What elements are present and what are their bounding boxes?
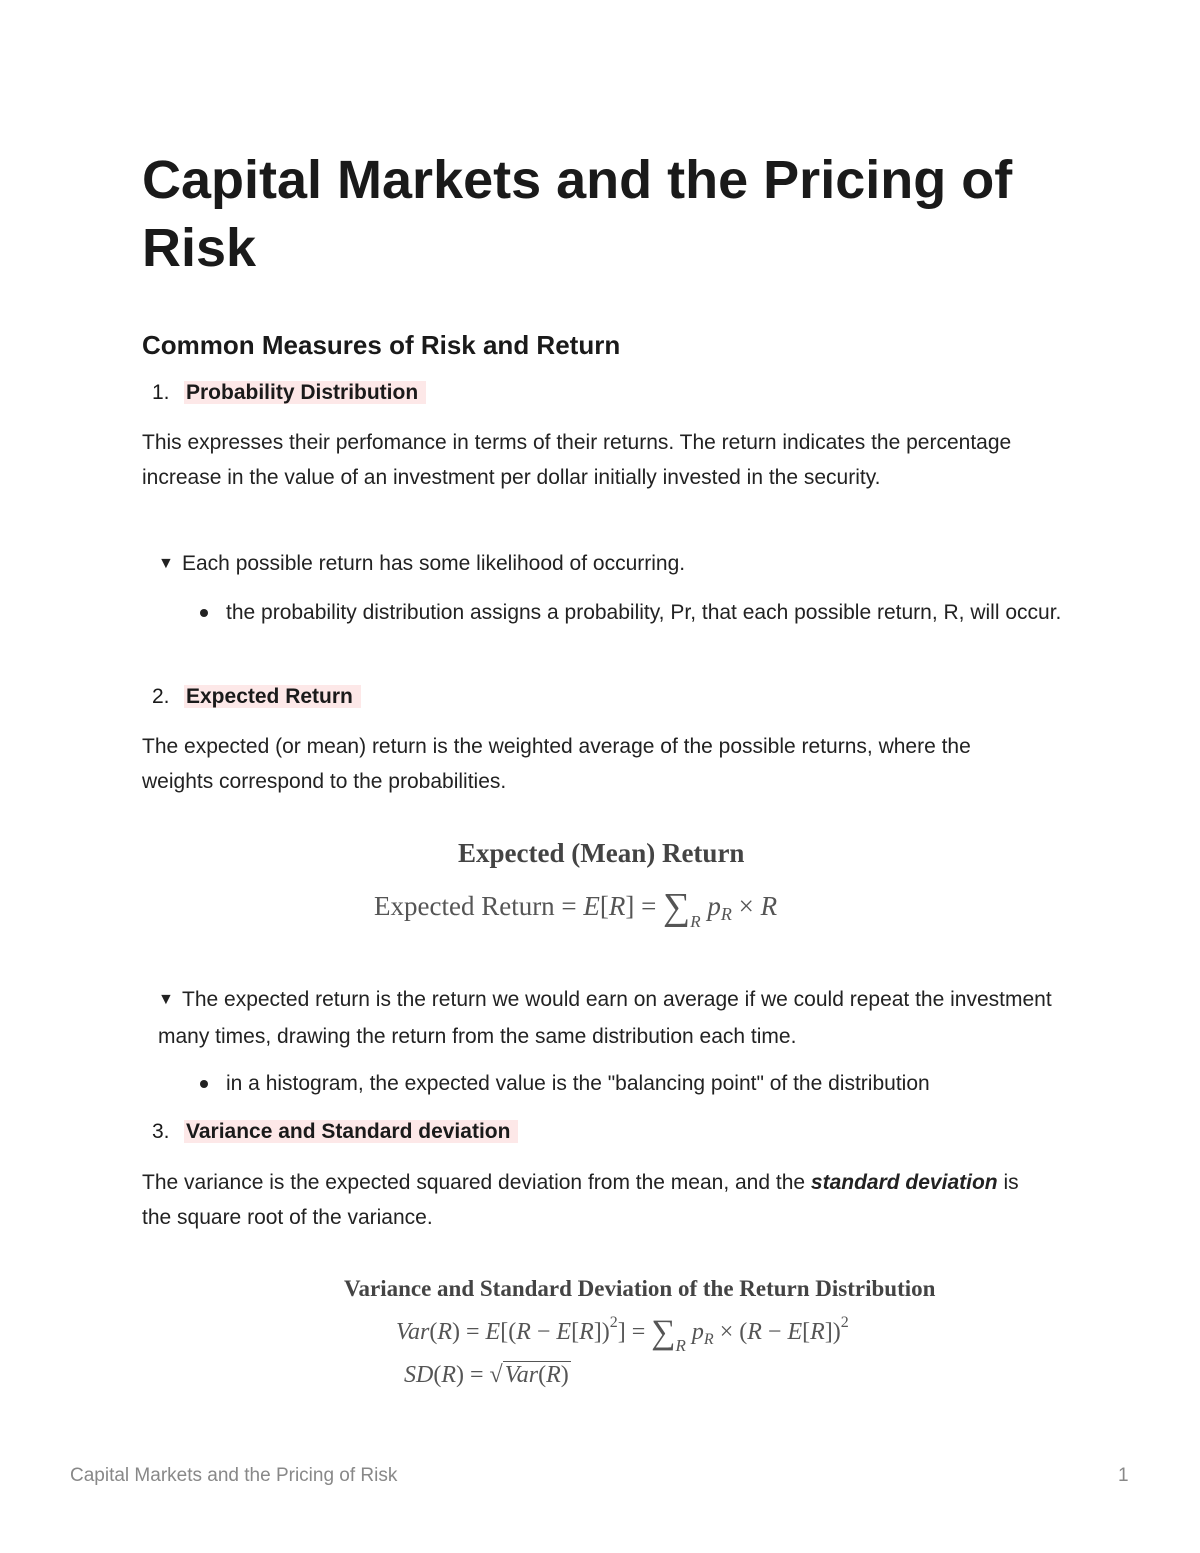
expected-return-formula	[374, 838, 778, 931]
toggle-block[interactable]	[158, 546, 1058, 583]
item-number: 3.	[152, 1120, 170, 1143]
formula-line: SD(R) = √Var(R)	[404, 1362, 569, 1388]
toggle-triangle-icon[interactable]: ▼	[158, 555, 174, 572]
item-number: 2.	[152, 685, 170, 708]
formula-title: Variance and Standard Deviation of the Return Distribution	[344, 1276, 936, 1301]
item-number: 1.	[152, 381, 170, 404]
bullet-dot-icon	[200, 1080, 208, 1088]
formula-line: Expected Return = $E[R] = \sum_R$ pR × R	[374, 886, 778, 931]
toggle-text: Each possible return has some likelihood of occurring.	[182, 552, 686, 575]
item-2-paragraph: The expected (or mean) return is the weighted average of the possible returns, where the weights correspond to the probabilities.	[142, 735, 971, 793]
item-heading-label: Probability Distribution	[184, 381, 426, 404]
list-item	[226, 1066, 1066, 1101]
item-3-paragraph	[142, 1165, 1042, 1235]
formula-title: Expected (Mean) Return	[458, 838, 745, 868]
paragraph-text: The variance is the expected squared deviation from the mean, and the	[142, 1171, 811, 1194]
item-3-heading	[152, 1118, 518, 1146]
toggle-block[interactable]	[158, 982, 1058, 1054]
emphasis-text: standard deviation	[810, 1171, 998, 1194]
footer-title: Capital Markets and the Pricing of Risk	[70, 1465, 398, 1486]
toggle-triangle-icon[interactable]: ▼	[158, 991, 174, 1008]
toggle-text: The expected return is the return we would earn on average if we could repeat the investment many times, drawing the return from the same distribution each time.	[158, 988, 1052, 1048]
page-title: Capital Markets and the Pricing of Risk	[142, 150, 1013, 278]
item-heading-label: Variance and Standard deviation	[184, 1120, 518, 1143]
bullet-dot-icon	[200, 609, 208, 617]
page-number: 1	[1118, 1465, 1129, 1486]
list-item	[226, 595, 1066, 630]
item-1-heading	[152, 379, 426, 407]
bullet-text: in a histogram, the expected value is the "balancing point" of the distribution	[226, 1072, 930, 1095]
bullet-text: the probability distribution assigns a probability, Pr, that each possible return, R, will occur.	[226, 601, 1062, 624]
item-1-paragraph: This expresses their perfomance in terms of their returns. The return indicates the percentage increase in the value of an investment per dollar initially invested in the security.	[142, 431, 1012, 489]
item-heading-label: Expected Return	[184, 685, 361, 708]
variance-formula	[344, 1276, 935, 1389]
formula-line: $Var(R) = E[(R - E[R])^2] = \sum_R$ $p_R \times (R - E[R])^2$	[396, 1314, 849, 1355]
section-heading: Common Measures of Risk and Return	[142, 330, 621, 360]
paragraph-text: is the square root of the variance.	[142, 1171, 1019, 1229]
item-2-heading	[152, 683, 361, 711]
